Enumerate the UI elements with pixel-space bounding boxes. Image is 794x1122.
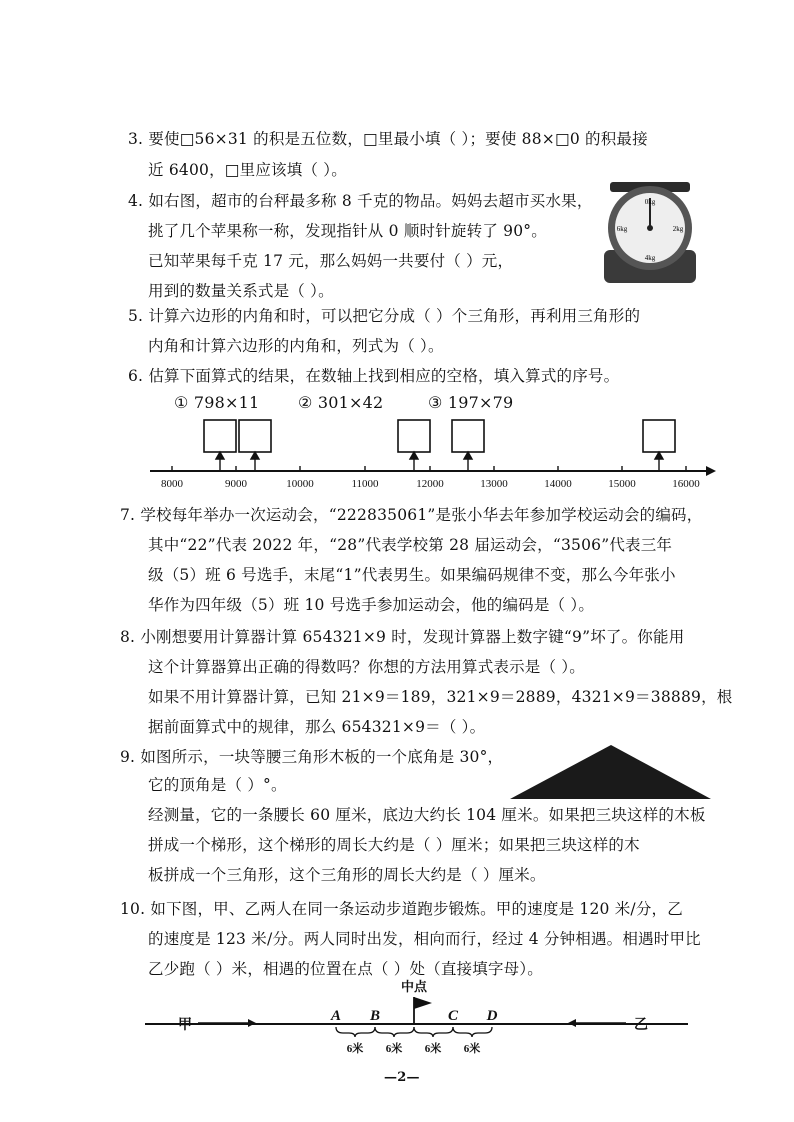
segment-label-2: 6米 [385, 1043, 403, 1055]
q8-line2: 这个计算器算出正确的得数吗？你想的方法用算式表示是（ ）。 [148, 658, 585, 676]
q4-line1: 4. 如右图，超市的台秤最多称 8 千克的物品。妈妈去超市买水果， [128, 192, 593, 210]
q8-line1: 8. 小刚想要用计算器计算 654321×9 时，发现计算器上数字键“9”坏了。你能用 [120, 628, 685, 646]
answer-box-4[interactable] [452, 420, 484, 452]
brace-3 [414, 1027, 453, 1037]
track-diagram [140, 975, 700, 1065]
tick-label: 12000 [416, 478, 444, 490]
isosceles-triangle [508, 743, 713, 801]
point-D: D [486, 1008, 498, 1024]
scale-figure [600, 180, 700, 285]
q5-line2: 内角和计算六边形的内角和，列式为（ ）。 [148, 337, 444, 355]
q10-line1: 10. 如下图，甲、乙两人在同一条运动步道跑步锻炼。甲的速度是 120 米/分，乙 [120, 900, 683, 918]
scale-label-2: 2kg [672, 225, 684, 233]
answer-box-2[interactable] [239, 420, 271, 452]
jia-label: 甲 [178, 1018, 192, 1033]
q10-line3: 乙少跑（ ）米，相遇的位置在点（ ）处（直接填字母）。 [148, 960, 544, 978]
tick-label: 10000 [286, 478, 314, 490]
q6-line1: 6. 估算下面算式的结果，在数轴上找到相应的空格，填入算式的序号。 [128, 367, 620, 385]
arrow-5-head [655, 452, 663, 459]
axis-arrowhead [706, 466, 716, 476]
q7-line4: 华作为四年级（5）班 10 号选手参加运动会，他的编码是（ ）。 [148, 596, 595, 614]
q3-line1: 3. 要使□56×31 的积是五位数，□里最小填（ ）；要使 88×□0 的积最接 [128, 130, 648, 148]
q6-option-2: ② 301×42 [298, 393, 384, 412]
q6-option-1: ① 798×11 [174, 393, 260, 412]
q4-line3: 已知苹果每千克 17 元，那么妈妈一共要付（ ）元， [148, 252, 514, 270]
answer-box-5[interactable] [643, 420, 675, 452]
midpoint-label: 中点 [400, 979, 428, 994]
scale-label-6: 6kg [616, 225, 628, 233]
q9-line2: 它的顶角是（ ）°。 [148, 776, 287, 794]
q5-line1: 5. 计算六边形的内角和时，可以把它分成（ ）个三角形，再利用三角形的 [128, 307, 641, 325]
point-A: A [330, 1008, 342, 1024]
arrow-4-head [464, 452, 472, 459]
brace-4 [453, 1027, 492, 1037]
tick-label: 15000 [608, 478, 636, 490]
tick-label: 11000 [351, 478, 379, 490]
q6-option-3: ③ 197×79 [428, 393, 514, 412]
number-line [140, 410, 720, 490]
q9-line5: 板拼成一个三角形，这个三角形的周长大约是（ ）厘米。 [148, 866, 546, 884]
tick-label: 14000 [544, 478, 572, 490]
page-number: —2— [384, 1070, 420, 1085]
segment-label-3: 6米 [424, 1043, 442, 1055]
tick-label: 13000 [480, 478, 508, 490]
q7-line2: 其中“22”代表 2022 年，“28”代表学校第 28 届运动会，“3506”代表三年 [148, 536, 673, 554]
brace-1 [336, 1027, 375, 1037]
point-B: B [369, 1008, 381, 1024]
q10-line2: 的速度是 123 米/分。两人同时出发，相向而行，经过 4 分钟相遇。相遇时甲比 [148, 930, 701, 948]
q9-line4: 拼成一个梯形，这个梯形的周长大约是（ ）厘米；如果把三块这样的木 [148, 836, 640, 854]
answer-box-3[interactable] [398, 420, 430, 452]
segment-label-4: 6米 [463, 1043, 481, 1055]
point-C: C [447, 1008, 459, 1024]
scale-label-0: 0kg [644, 198, 656, 206]
arrow-1-head [216, 452, 224, 459]
flag [414, 997, 432, 1009]
arrow-2-head [251, 452, 259, 459]
q9-line1: 9. 如图所示，一块等腰三角形木板的一个底角是 30°， [120, 748, 504, 766]
tick-label: 16000 [672, 478, 700, 490]
scale-pivot [647, 225, 653, 231]
q4-line4: 用到的数量关系式是（ ）。 [148, 282, 334, 300]
triangle-board [510, 745, 711, 799]
segment-label-1: 6米 [346, 1043, 364, 1055]
q7-line3: 级（5）班 6 号选手，末尾“1”代表男生。如果编码规律不变，那么今年张小 [148, 566, 676, 584]
yi-arrowhead [568, 1019, 576, 1027]
q8-line3: 如果不用计算器计算，已知 21×9＝189，321×9＝2889，4321×9＝38889，根 [148, 688, 733, 706]
q7-line1: 7. 学校每年举办一次运动会，“222835061”是张小华去年参加学校运动会的编码， [120, 506, 703, 524]
q9-line3: 经测量，它的一条腰长 60 厘米，底边大约长 104 厘米。如果把三块这样的木板 [148, 806, 706, 824]
brace-2 [375, 1027, 414, 1037]
jia-arrowhead [248, 1019, 256, 1027]
q8-line4: 据前面算式中的规律，那么 654321×9＝（ ）。 [148, 718, 486, 736]
arrow-3-head [410, 452, 418, 459]
q4-line2: 挑了几个苹果称一称，发现指针从 0 顺时针旋转了 90°。 [148, 222, 547, 240]
scale-label-4: 4kg [644, 254, 656, 262]
answer-box-1[interactable] [204, 420, 236, 452]
tick-label: 9000 [225, 478, 247, 490]
q3-line2: 近 6400，□里应该填（ ）。 [148, 161, 347, 179]
tick-label: 8000 [161, 478, 183, 490]
yi-label: 乙 [634, 1018, 648, 1033]
